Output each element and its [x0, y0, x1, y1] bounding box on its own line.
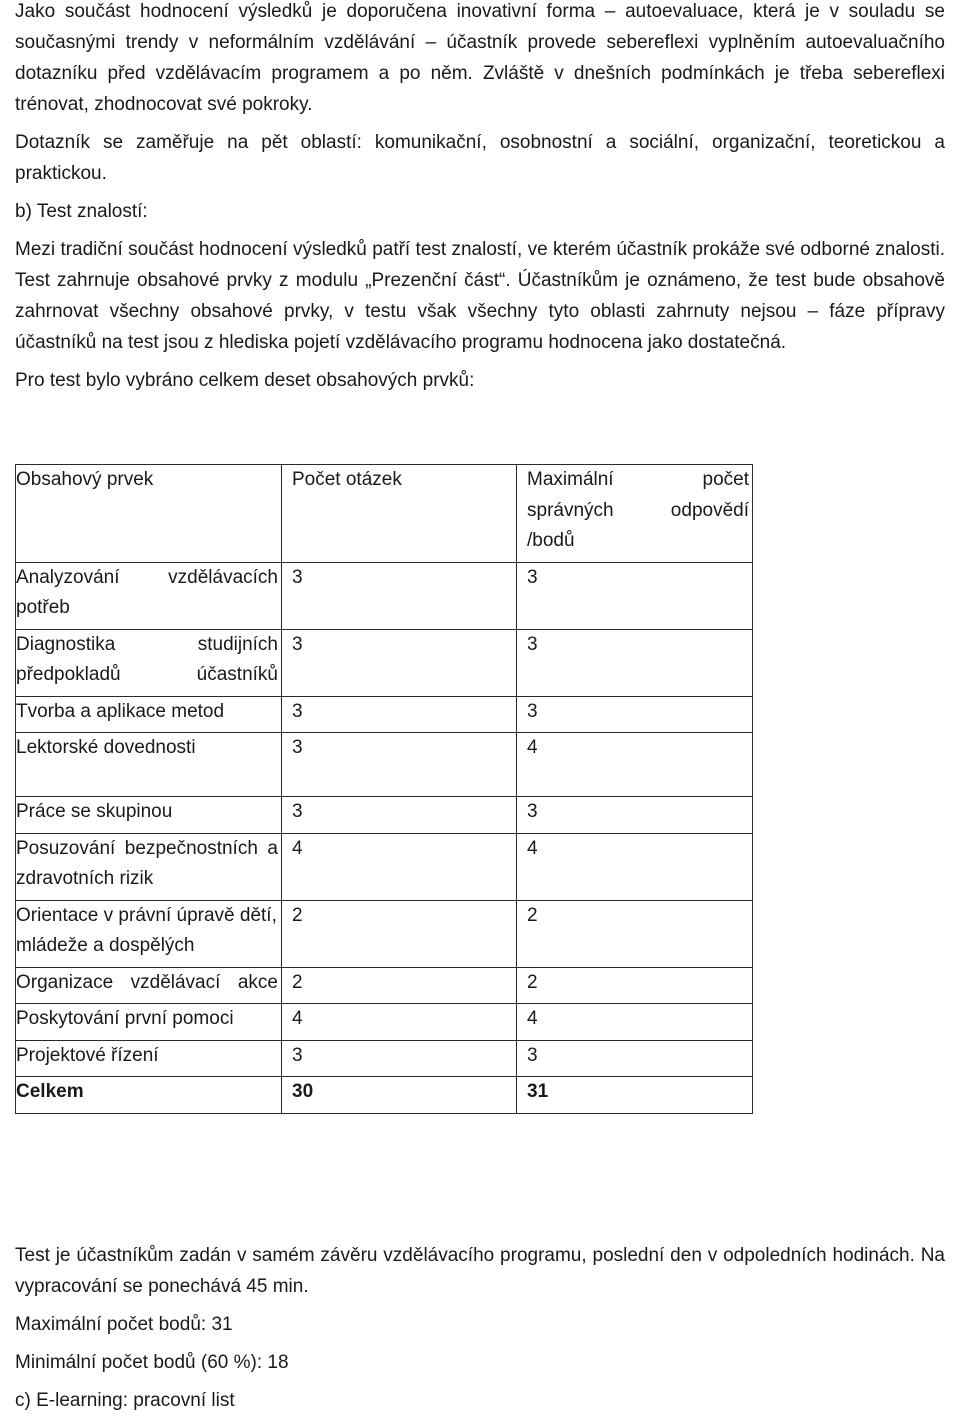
table-row	[16, 900, 753, 967]
table-cell: 3	[282, 797, 517, 834]
table-cell: Projektové řízení	[16, 1040, 282, 1077]
table-row	[16, 696, 753, 733]
table-total-row	[16, 1077, 753, 1114]
table-cell: 4	[517, 1004, 753, 1041]
table-cell: 2	[517, 967, 753, 1004]
max-points-line: Maximální počet bodů: 31	[15, 1314, 233, 1335]
table-cell: 3	[282, 1040, 517, 1077]
footer-section	[15, 1240, 945, 1416]
table-cell: 3	[517, 797, 753, 834]
paragraph-test-timing: Test je účastníkům zadán v samém závěru vzdělávacího programu, poslední den v odpoledních hodinách. Na vypracování se ponechává 45 min.	[15, 1245, 945, 1297]
paragraph-test-description: Mezi tradiční součást hodnocení výsledků patří test znalostí, ve kterém účastník prokáže své odborné znalosti. Test zahrnuje obsahové prvky z modulu „Prezenční část“. Účastníkům je oznámeno, že test bude obsahově zahrnovat všechny obsahové prvky, v testu však všechny tyto oblasti zahrnuty nejsou – fáze přípravy účastníků na test jsou z hlediska pojetí vzdělávacího programu hodnocena jako dostatečná.	[15, 239, 945, 353]
table-header-cell: Počet otázek	[282, 465, 517, 563]
table-cell: 2	[282, 967, 517, 1004]
table-cell: Diagnostika studijních předpokladů účastníků	[16, 629, 282, 696]
table-cell: 2	[282, 900, 517, 967]
table-cell: 4	[517, 833, 753, 900]
table-header-cell: Maximální počet správných odpovědí /bodů	[517, 465, 753, 563]
table-cell: Poskytování první pomoci	[16, 1004, 282, 1041]
paragraph-table-intro: Pro test bylo vybráno celkem deset obsahových prvků:	[15, 370, 475, 391]
table-cell: 3	[517, 629, 753, 696]
table-row	[16, 733, 753, 797]
table-cell: 3	[517, 1040, 753, 1077]
table-cell: 3	[517, 562, 753, 629]
table-row	[16, 1004, 753, 1041]
table-cell: Analyzování vzdělávacích potřeb	[16, 562, 282, 629]
table-cell: Organizace vzdělávací akce	[16, 967, 282, 1004]
table-row	[16, 833, 753, 900]
table-row	[16, 629, 753, 696]
table-header-cell: Obsahový prvek	[16, 465, 282, 563]
table-total-cell: Celkem	[16, 1077, 282, 1114]
table-row	[16, 797, 753, 834]
document-page	[15, 0, 945, 1411]
table-cell: 2	[517, 900, 753, 967]
heading-e-learning: c) E-learning: pracovní list	[15, 1390, 235, 1411]
intro-paragraph-autoevaluace: Jako součást hodnocení výsledků je doporučena inovativní forma – autoevaluace, která je v souladu se současnými trendy v neformálním vzdělávání – účastník provede sebereflexi vyplněním autoevaluačního dotazníku před vzdělávacím programem a po něm. Zvláště v dnešních podmínkách je třeba sebereflexi trénovat, zhodnocovat své pokroky.	[15, 1, 945, 115]
table-row	[16, 1040, 753, 1077]
intro-paragraph-dotaznik: Dotazník se zaměřuje na pět oblastí: komunikační, osobnostní a sociální, organizační, teoretickou a praktickou.	[15, 132, 945, 184]
table-cell: Lektorské dovednosti	[16, 733, 282, 797]
table-cell: 4	[282, 833, 517, 900]
table-cell: Posuzování bezpečnostních a zdravotních rizik	[16, 833, 282, 900]
min-points-line: Minimální počet bodů (60 %): 18	[15, 1352, 289, 1373]
table-cell: Tvorba a aplikace metod	[16, 696, 282, 733]
table-cell: 3	[282, 696, 517, 733]
table-cell: 3	[282, 562, 517, 629]
heading-test-znalosti: b) Test znalostí:	[15, 201, 148, 222]
table-row	[16, 562, 753, 629]
table-cell: 3	[282, 629, 517, 696]
table-header-row	[16, 465, 753, 563]
table-cell: Orientace v právní úpravě dětí, mládeže a dospělých	[16, 900, 282, 967]
table-cell: 3	[282, 733, 517, 797]
content-elements-table	[15, 464, 753, 1114]
table-cell: Práce se skupinou	[16, 797, 282, 834]
table-cell: 4	[282, 1004, 517, 1041]
table-cell: 4	[517, 733, 753, 797]
table-cell: 3	[517, 696, 753, 733]
table-total-cell: 31	[517, 1077, 753, 1114]
table-row	[16, 967, 753, 1004]
table-total-cell: 30	[282, 1077, 517, 1114]
